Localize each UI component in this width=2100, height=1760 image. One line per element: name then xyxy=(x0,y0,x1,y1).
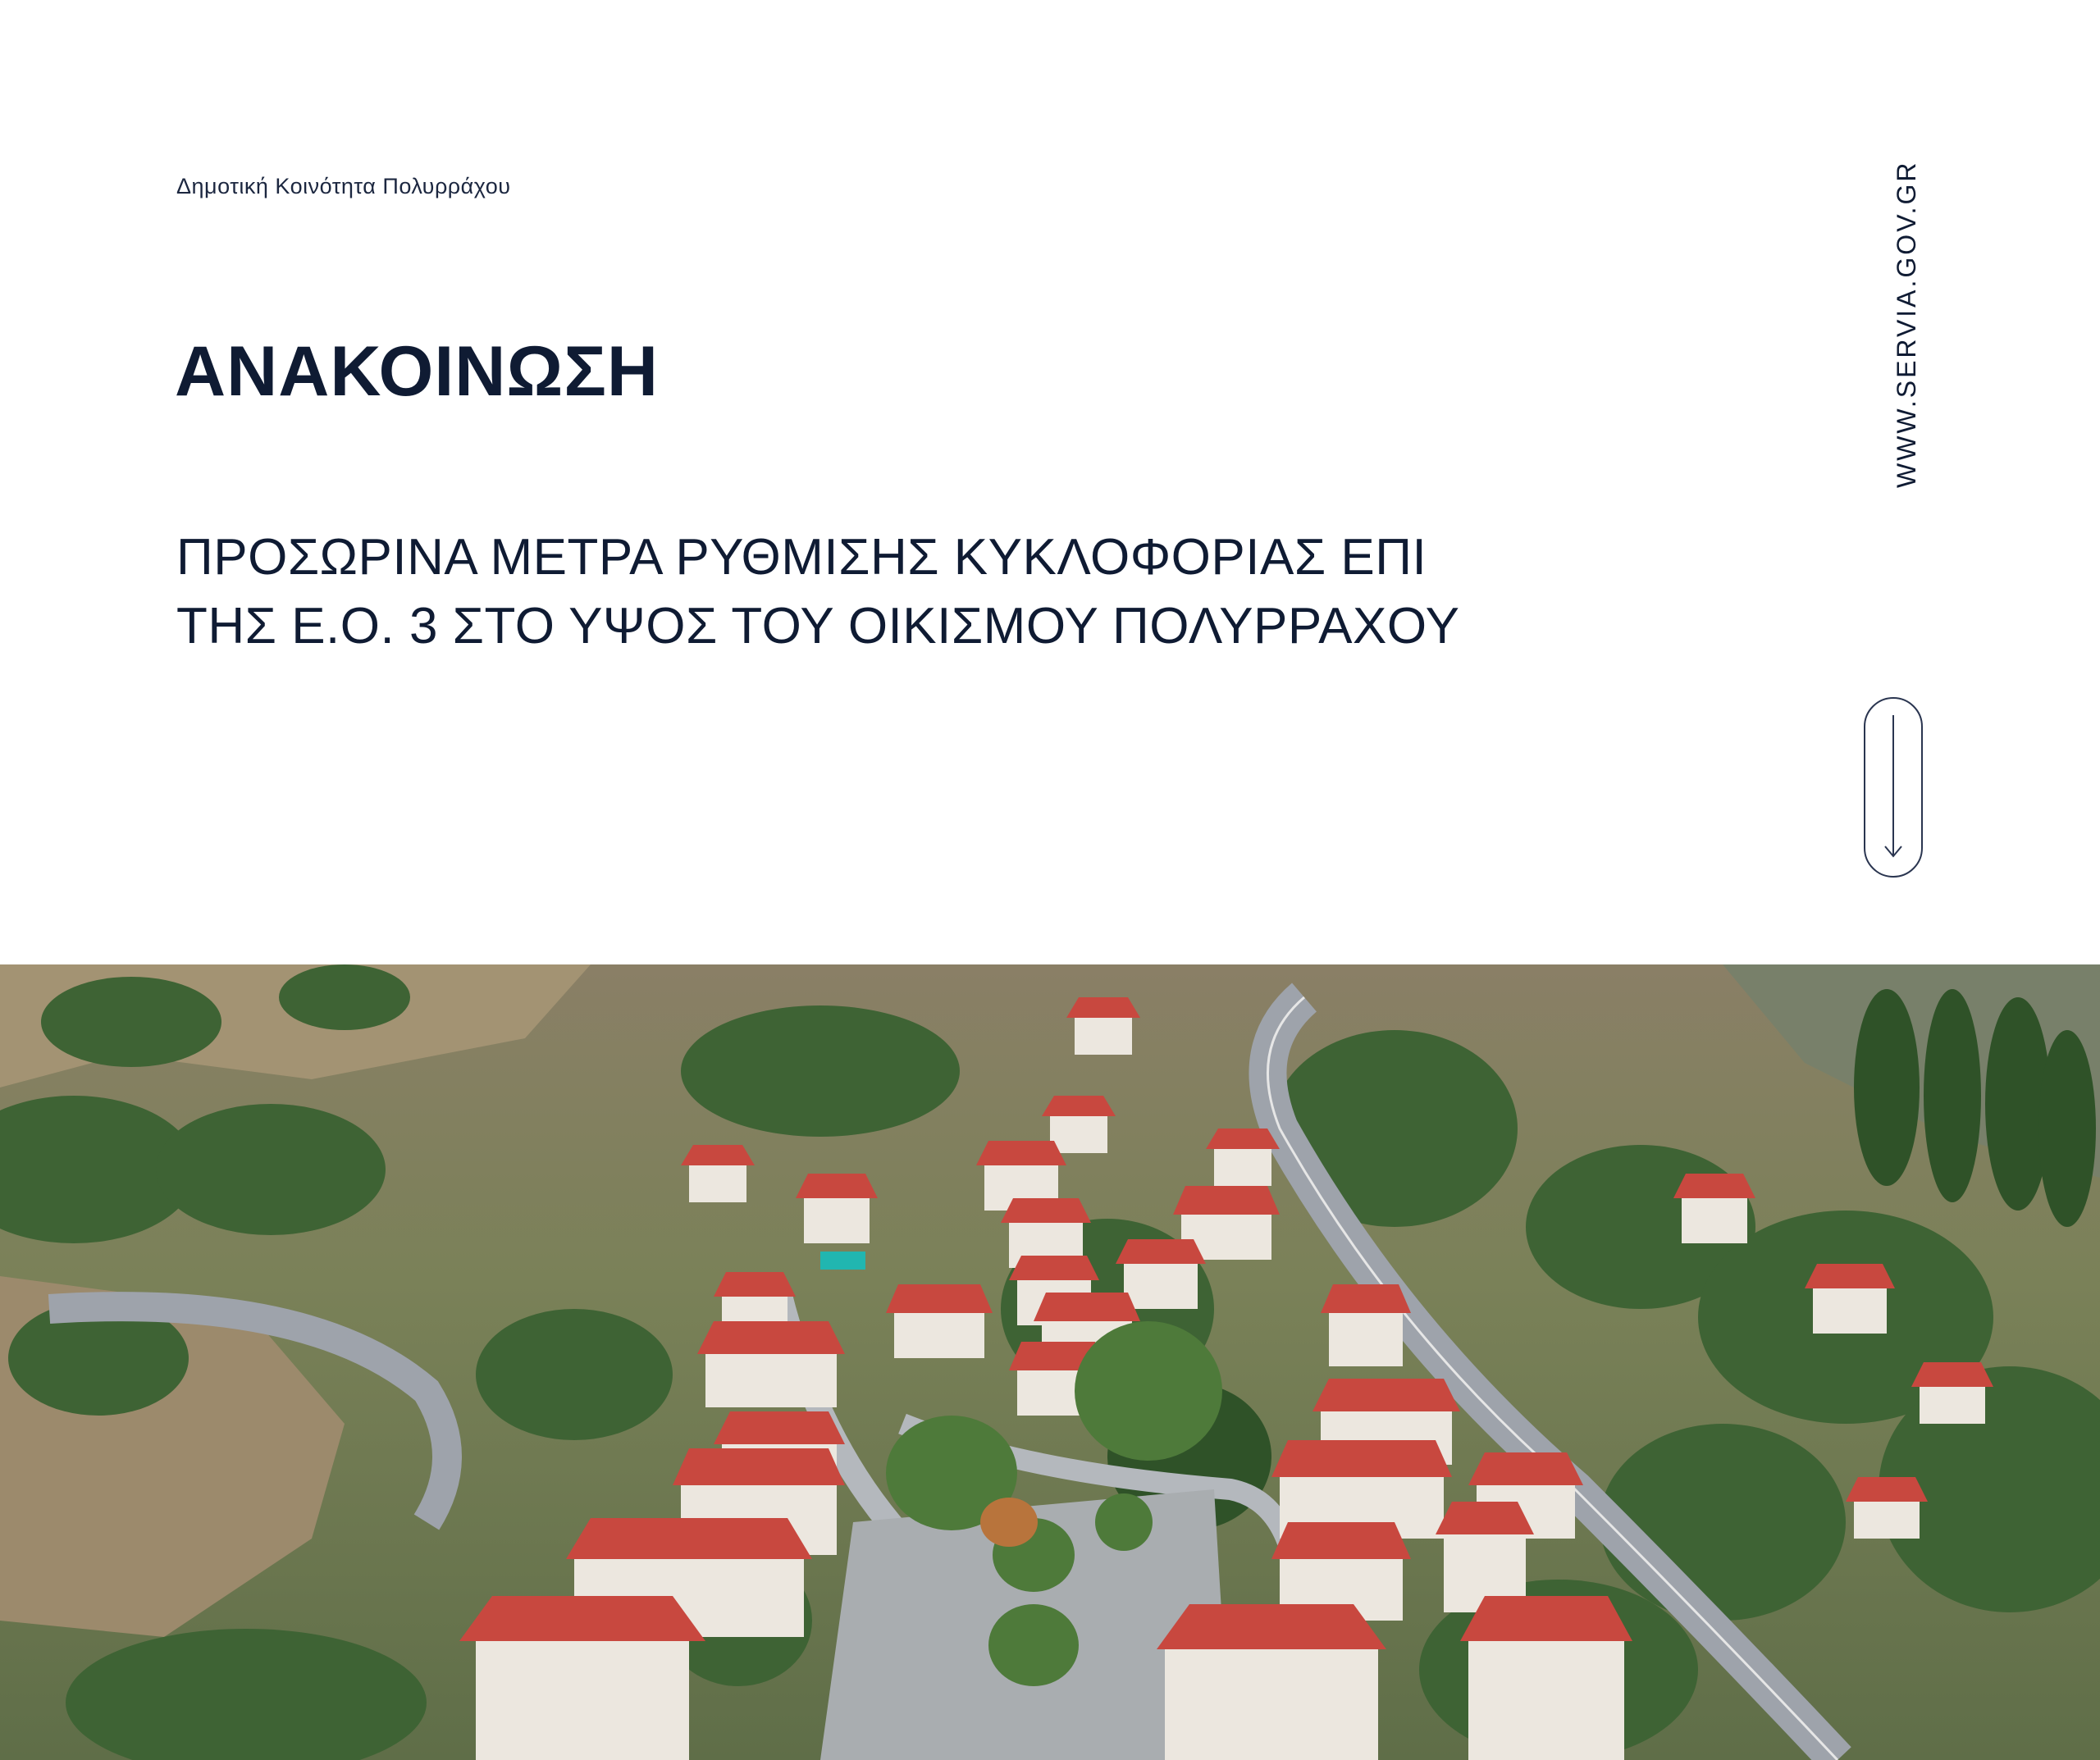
subtitle-line-1: ΠΡΟΣΩΡΙΝΑ ΜΕΤΡΑ ΡΥΘΜΙΣΗΣ ΚΥΚΛΟΦΟΡΙΑΣ ΕΠΙ xyxy=(176,529,1427,586)
announcement-title: ΑΝΑΚΟΙΝΩΣΗ xyxy=(175,332,660,411)
scroll-down-button[interactable] xyxy=(1864,697,1923,878)
arrow-down-icon xyxy=(1865,699,1924,879)
aerial-photo-illustration xyxy=(0,964,2100,1760)
announcement-subtitle xyxy=(176,523,1735,661)
community-label: Δημοτική Κοινότητα Πολυρράχου xyxy=(176,174,511,198)
village-aerial-photo xyxy=(0,964,2100,1760)
subtitle-line-2: ΤΗΣ Ε.Ο. 3 ΣΤΟ ΥΨΟΣ ΤΟΥ ΟΙΚΙΣΜΟΥ ΠΟΛΥΡΡΑΧΟΥ xyxy=(176,598,1460,654)
website-link[interactable]: WWW.SERVIA.GOV.GR xyxy=(1892,160,1921,488)
